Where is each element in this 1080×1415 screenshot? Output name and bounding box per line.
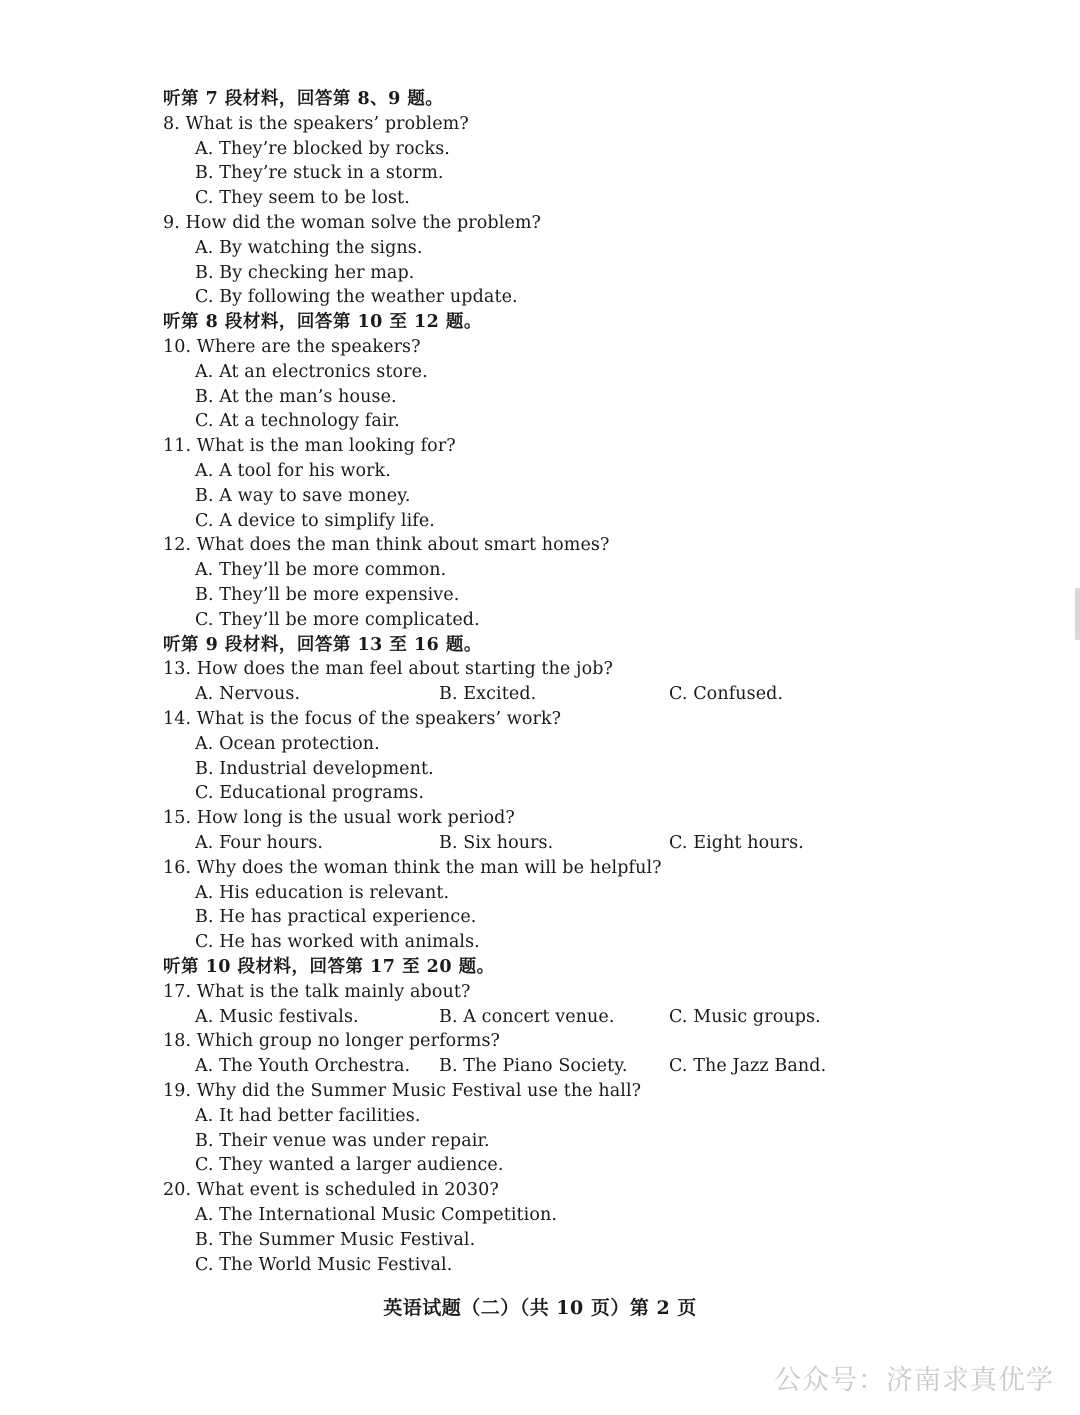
answer-option: C. By following the weather update. — [195, 287, 518, 308]
question-text: 20. What event is scheduled in 2030? — [163, 1180, 499, 1201]
section-heading: 听第 10 段材料，回答第 17 至 20 题。 — [163, 957, 495, 977]
question-text: 18. Which group no longer performs? — [163, 1031, 501, 1052]
section-heading: 听第 9 段材料，回答第 13 至 16 题。 — [163, 634, 482, 655]
answer-option: C. Eight hours. — [669, 833, 804, 853]
answer-option: A. The Youth Orchestra. — [195, 1056, 411, 1077]
answer-option: A. Nervous. — [195, 684, 301, 705]
question-text: 16. Why does the woman think the man will be helpful? — [163, 857, 662, 878]
answer-option: A. By watching the signs. — [195, 237, 423, 258]
answer-option: A. They’re blocked by rocks. — [195, 138, 450, 159]
answer-option: A. It had better facilities. — [195, 1105, 421, 1126]
page-edge-mark — [1075, 588, 1080, 640]
answer-option: C. He has worked with animals. — [195, 932, 480, 953]
answer-option: C. Educational programs. — [195, 783, 425, 804]
answer-option: A. Four hours. — [195, 833, 324, 853]
answer-option: C. They seem to be lost. — [195, 188, 410, 209]
answer-option: B. They’re stuck in a storm. — [195, 163, 444, 184]
answer-option: B. The Piano Society. — [439, 1056, 628, 1077]
question-text: 15. How long is the usual work period? — [163, 808, 515, 829]
answer-option: A. The International Music Competition. — [195, 1205, 558, 1225]
section-heading: 听第 7 段材料，回答第 8、9 题。 — [163, 89, 444, 109]
answer-option: C. A device to simplify life. — [195, 510, 435, 531]
answer-option: B. By checking her map. — [195, 262, 415, 283]
answer-option: C. They’ll be more complicated. — [195, 609, 480, 630]
answer-option: B. A concert venue. — [439, 1006, 615, 1027]
answer-option: A. A tool for his work. — [195, 461, 391, 481]
answer-option: A. They’ll be more common. — [195, 560, 447, 581]
answer-option: B. Six hours. — [439, 833, 554, 853]
answer-option: B. They’ll be more expensive. — [195, 585, 460, 605]
page-footer: 英语试题（二）（共 10 页）第 2 页 — [383, 1297, 697, 1319]
answer-option: B. Their venue was under repair. — [195, 1130, 490, 1151]
answer-option: A. Music festivals. — [195, 1006, 359, 1027]
question-text: 9. How did the woman solve the problem? — [163, 213, 542, 233]
answer-option: C. Music groups. — [669, 1006, 821, 1027]
question-text: 12. What does the man think about smart homes? — [163, 535, 610, 556]
watermark: 公众号：济南求真优学 — [774, 1365, 1054, 1396]
answer-option: B. Excited. — [439, 684, 537, 705]
answer-option: C. The World Music Festival. — [195, 1254, 453, 1275]
question-text: 19. Why did the Summer Music Festival use the hall? — [163, 1081, 642, 1101]
section-heading: 听第 8 段材料，回答第 10 至 12 题。 — [163, 312, 482, 333]
question-text: 8. What is the speakers’ problem? — [163, 113, 469, 134]
question-text: 17. What is the talk mainly about? — [163, 981, 471, 1002]
answer-option: C. They wanted a larger audience. — [195, 1155, 504, 1176]
question-text: 11. What is the man looking for? — [163, 436, 456, 457]
answer-option: A. At an electronics store. — [195, 361, 428, 382]
question-text: 13. How does the man feel about starting the job? — [163, 659, 613, 680]
answer-option: B. Industrial development. — [195, 758, 434, 779]
answer-option: B. The Summer Music Festival. — [195, 1229, 476, 1250]
answer-option: B. At the man’s house. — [195, 386, 397, 407]
question-text: 14. What is the focus of the speakers’ work? — [163, 709, 562, 729]
answer-option: C. The Jazz Band. — [669, 1056, 827, 1077]
answer-option: A. Ocean protection. — [195, 733, 380, 754]
question-text: 10. Where are the speakers? — [163, 337, 421, 357]
answer-option: B. He has practical experience. — [195, 907, 477, 928]
answer-option: A. His education is relevant. — [195, 882, 450, 903]
answer-option: C. At a technology fair. — [195, 411, 400, 432]
answer-option: B. A way to save money. — [195, 485, 411, 506]
answer-option: C. Confused. — [669, 684, 784, 705]
